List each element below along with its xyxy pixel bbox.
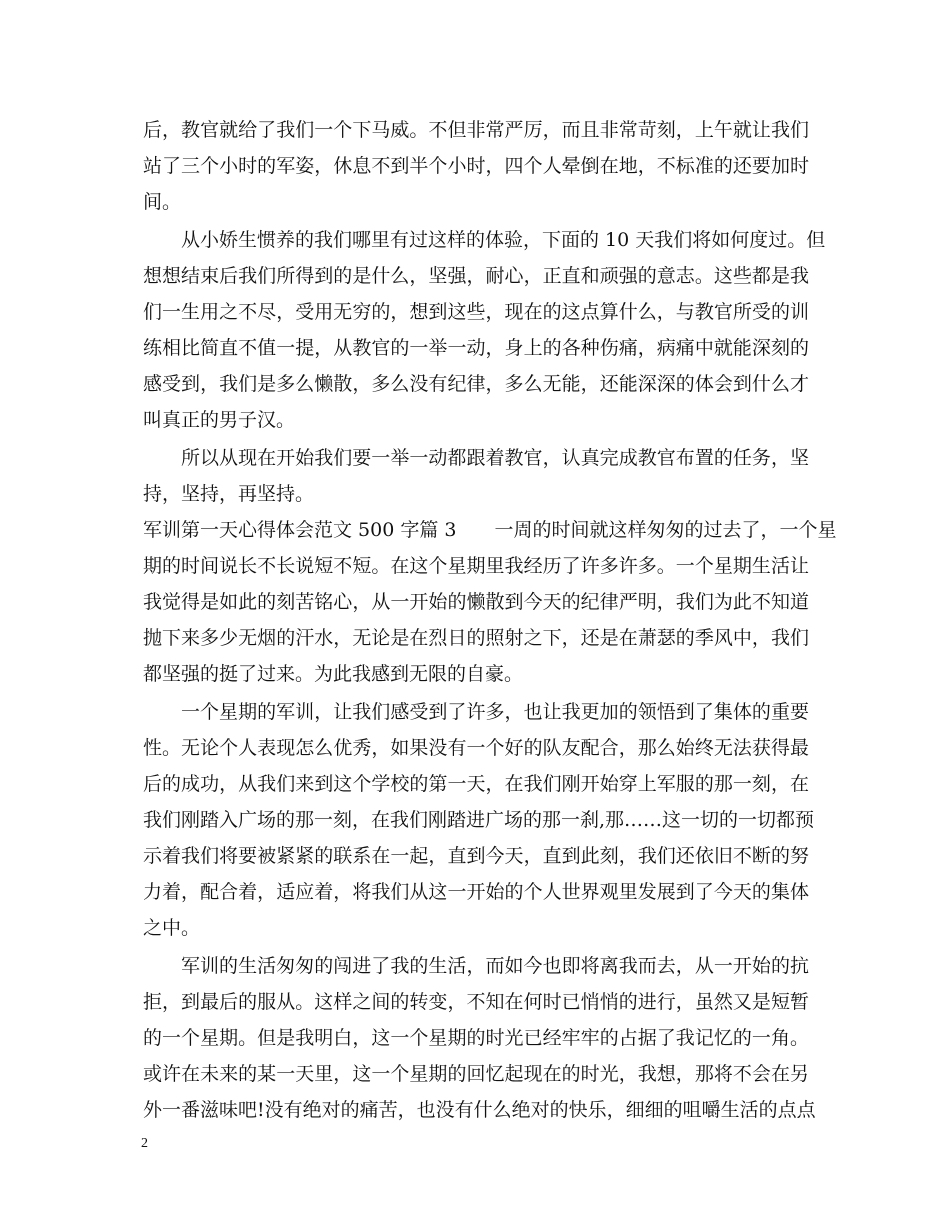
text-line: 想想结束后我们所得到的是什么，坚强，耐心，正直和顽强的意志。这些都是我 [143, 265, 809, 287]
text-line: 从小娇生惯养的我们哪里有过这样的体验，下面的 10 天我们将如何度过。但 [181, 229, 826, 251]
text-line: 后的成功，从我们来到这个学校的第一天，在我们刚开始穿上军服的那一刻，在 [143, 773, 809, 795]
text-line: 期的时间说长不长说短不短。在这个星期里我经历了许多许多。一个星期生活让 [143, 555, 809, 577]
text-line: 间。 [143, 191, 182, 213]
text-line: 后，教官就给了我们一个下马威。不但非常严厉，而且非常苛刻，上午就让我们 [143, 119, 809, 141]
text-line: 或许在未来的某一天里，这一个星期的回忆起现在的时光，我想，那将不会在另 [143, 1063, 809, 1085]
text-line: 持，坚持，再坚持。 [143, 483, 315, 505]
text-line: 们一生用之不尽，受用无穷的，想到这些，现在的这点算什么，与教官所受的训 [143, 301, 809, 323]
text-line: 抛下来多少无烟的汗水，无论是在烈日的照射之下，还是在萧瑟的季风中，我们 [143, 627, 809, 649]
text-line: 站了三个小时的军姿，休息不到半个小时，四个人晕倒在地，不标准的还要加时 [143, 155, 809, 177]
text-line: 一个星期的军训，让我们感受到了许多，也让我更加的领悟到了集体的重要 [181, 701, 809, 723]
text-line: 感受到，我们是多么懒散，多么没有纪律，多么无能，还能深深的体会到什么才 [143, 373, 809, 395]
text-line: 我觉得是如此的刻苦铭心，从一开始的懒散到今天的纪律严明，我们为此不知道 [143, 591, 809, 613]
text-line: 示着我们将要被紧紧的联系在一起，直到今天，直到此刻，我们还依旧不断的努 [143, 845, 809, 867]
page-number: 2 [141, 1136, 148, 1151]
text-line: 练相比简直不值一提，从教官的一举一动，身上的各种伤痛，病痛中就能深刻的 [143, 337, 809, 359]
text-line: 我们刚踏入广场的那一刻，在我们刚踏进广场的那一刹,那……这一切的一切都预 [143, 809, 815, 831]
body-text [143, 112, 837, 1128]
text-line: 的一个星期。但是我明白，这一个星期的时光已经牢牢的占据了我记忆的一角。 [143, 1027, 809, 1049]
text-line: 叫真正的男子汉。 [143, 409, 296, 431]
text-line: 外一番滋味吧!没有绝对的痛苦，也没有什么绝对的快乐，细细的咀嚼生活的点点 [143, 1099, 816, 1121]
text-line: 军训的生活匆匆的闯进了我的生活，而如今也即将离我而去，从一开始的抗 [181, 955, 809, 977]
text-line: 拒，到最后的服从。这样之间的转变，不知在何时已悄悄的进行，虽然又是短暂 [143, 991, 809, 1013]
text-line: 性。无论个人表现怎么优秀，如果没有一个好的队友配合，那么始终无法获得最 [143, 737, 809, 759]
text-line: 力着，配合着，适应着，将我们从这一开始的个人世界观里发展到了今天的集体 [143, 881, 809, 903]
text-line: 所以从现在开始我们要一举一动都跟着教官，认真完成教官布置的任务，坚 [181, 447, 809, 469]
section-heading-line: 军训第一天心得体会范文 500 字篇 3 一周的时间就这样匆匆的过去了，一个星 [143, 519, 837, 541]
text-line: 都坚强的挺了过来。为此我感到无限的自豪。 [143, 663, 524, 685]
text-line: 之中。 [143, 917, 201, 939]
